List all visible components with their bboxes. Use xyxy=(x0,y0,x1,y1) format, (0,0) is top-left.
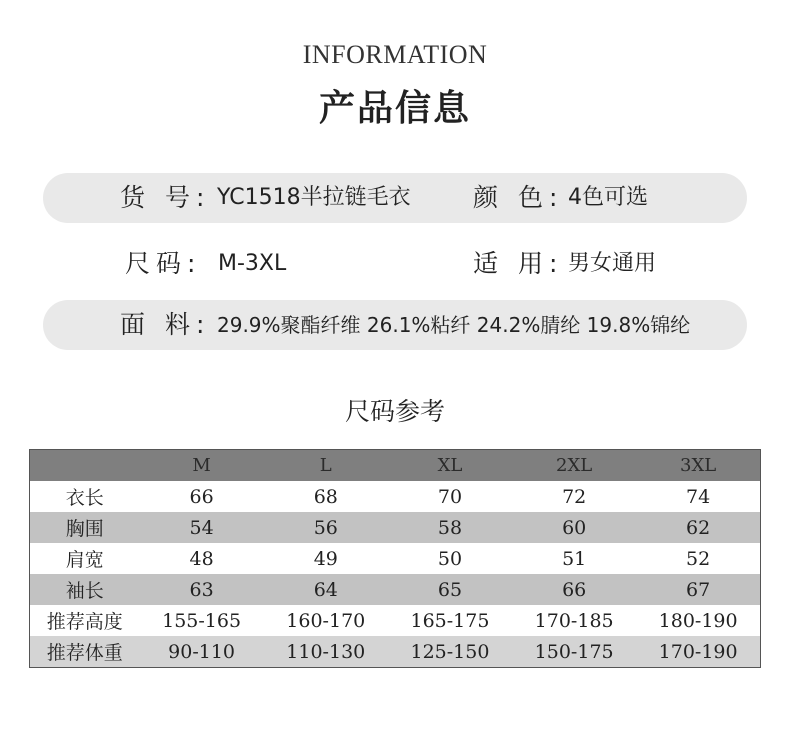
table-cell: 66 xyxy=(189,485,214,508)
table-cell: 58 xyxy=(437,516,463,539)
table-cell: 180-190 xyxy=(658,609,738,632)
row-label: 胸围 xyxy=(65,518,104,540)
table-cell: 51 xyxy=(562,547,587,570)
table-row xyxy=(30,512,761,543)
table-cell: 110-130 xyxy=(286,640,366,663)
table-header-cell: XL xyxy=(437,455,463,476)
table-cell: 52 xyxy=(686,547,711,570)
table-cell: 64 xyxy=(313,578,338,601)
table-header-cell xyxy=(30,450,140,482)
row-label: 袖长 xyxy=(65,580,104,602)
color-value: 4色可选 xyxy=(568,185,648,210)
header-title-en: INFORMATION xyxy=(302,40,488,69)
table-cell: 72 xyxy=(562,485,587,508)
table-cell: 54 xyxy=(189,516,214,539)
info-row-fabric xyxy=(43,300,747,350)
table-cell: 155-165 xyxy=(162,609,242,632)
table-row xyxy=(30,605,761,636)
fit-value: 男女通用 xyxy=(568,251,657,276)
table-cell: 160-170 xyxy=(286,609,366,632)
table-row xyxy=(30,481,761,512)
table-cell: 170-185 xyxy=(534,609,614,632)
row-label: 肩宽 xyxy=(65,549,104,571)
table-cell: 90-110 xyxy=(168,640,236,663)
table-cell: 74 xyxy=(686,485,711,508)
table-header-cell: M xyxy=(192,455,211,476)
table-cell: 67 xyxy=(686,578,711,601)
table-cell: 70 xyxy=(437,485,463,508)
table-cell: 48 xyxy=(189,547,214,570)
table-cell: 49 xyxy=(313,547,338,570)
info-row-size-fit xyxy=(43,239,747,289)
table-cell: 68 xyxy=(313,485,338,508)
table-cell: 125-150 xyxy=(410,640,490,663)
table-row xyxy=(30,574,761,605)
item-no-label: 货 号: xyxy=(120,183,211,212)
table-cell: 65 xyxy=(437,578,463,601)
color-label: 颜 色: xyxy=(473,183,564,212)
info-row-item-color xyxy=(43,173,747,223)
fabric-label: 面 料: xyxy=(120,310,211,339)
row-label: 推荐高度 xyxy=(46,611,123,633)
table-cell: 50 xyxy=(437,547,463,570)
size-chart-title: 尺码参考 xyxy=(344,397,445,426)
row-label: 衣长 xyxy=(65,487,104,509)
table-cell: 63 xyxy=(189,578,214,601)
table-row xyxy=(30,636,761,668)
row-label: 推荐体重 xyxy=(46,642,123,664)
header-title-cn: 产品信息 xyxy=(318,88,471,129)
size-value: M-3XL xyxy=(218,251,287,276)
table-cell: 150-175 xyxy=(534,640,614,663)
table-header-cell: 2XL xyxy=(556,455,593,476)
table-cell: 66 xyxy=(562,578,587,601)
table-header-row xyxy=(30,450,761,482)
item-no-value: YC1518半拉链毛衣 xyxy=(217,185,411,210)
size-chart-table xyxy=(29,449,761,668)
table-cell: 165-175 xyxy=(410,609,490,632)
fit-label: 适 用: xyxy=(473,249,564,278)
table-cell: 62 xyxy=(686,516,711,539)
table-header-cell: 3XL xyxy=(680,455,717,476)
table-header-cell: L xyxy=(319,455,332,476)
size-label: 尺码: xyxy=(125,249,202,278)
table-cell: 56 xyxy=(313,516,338,539)
fabric-value: 29.9%聚酯纤维 26.1%粘纤 24.2%腈纶 19.8%锦纶 xyxy=(217,313,691,337)
table-row xyxy=(30,543,761,574)
table-cell: 60 xyxy=(562,516,587,539)
table-cell: 170-190 xyxy=(658,640,738,663)
